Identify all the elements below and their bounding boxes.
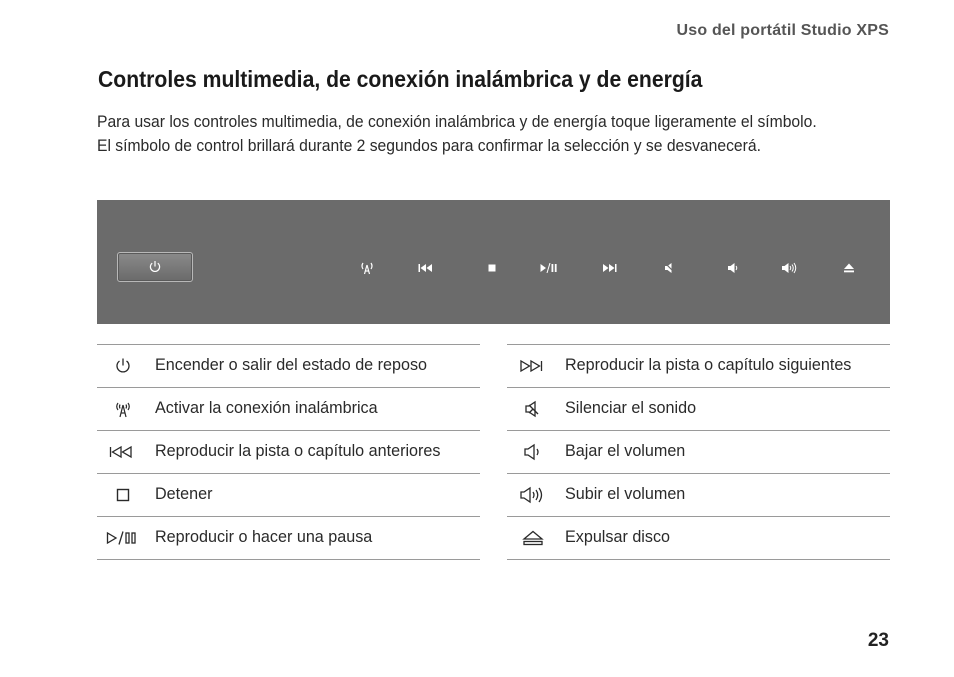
power-icon — [105, 355, 141, 377]
play-pause-button[interactable] — [539, 260, 559, 276]
page-number: 23 — [867, 630, 889, 651]
previous-track-button[interactable] — [416, 260, 436, 276]
next-track-button[interactable] — [599, 260, 619, 276]
eject-button[interactable] — [839, 260, 859, 276]
mute-icon — [515, 398, 551, 420]
legend-label: Detener — [155, 484, 213, 503]
legend-label: Subir el volumen — [565, 484, 686, 503]
legend-row — [97, 387, 480, 430]
power-icon — [148, 260, 162, 274]
volume-down-icon — [515, 441, 551, 463]
mute-button[interactable] — [659, 260, 679, 276]
next-track-icon — [515, 355, 551, 377]
media-control-panel — [97, 200, 890, 324]
intro-paragraph: Para usar los controles multimedia, de conexión inalámbrica y de energía toque ligeramente el símbolo. El símbolo de control brillará durante 2 segundos para confirmar la selección y se desvanecerá. — [97, 113, 817, 155]
legend-row — [507, 344, 890, 387]
running-header: Uso del portátil Studio XPS — [676, 22, 889, 39]
legend-label: Encender o salir del estado de reposo — [155, 355, 428, 374]
legend-row — [507, 516, 890, 560]
power-button[interactable] — [117, 252, 193, 282]
volume-up-button[interactable] — [779, 260, 799, 276]
play-pause-icon — [540, 263, 558, 273]
eject-icon — [515, 527, 551, 549]
next-track-icon — [601, 263, 617, 273]
stop-button[interactable] — [482, 260, 502, 276]
previous-track-icon — [105, 441, 141, 463]
legend-label: Bajar el volumen — [565, 441, 686, 460]
wireless-icon — [360, 261, 374, 275]
legend-label: Reproducir la pista o capítulo siguientes — [565, 355, 852, 374]
legend-row — [97, 516, 480, 560]
legend-left-column — [97, 344, 480, 560]
volume-down-icon — [727, 262, 739, 274]
volume-up-icon — [781, 262, 797, 274]
eject-icon — [843, 263, 855, 273]
volume-up-icon — [515, 484, 551, 506]
section-title: Controles multimedia, de conexión inalámbrica y de energía — [98, 66, 703, 92]
previous-track-icon — [418, 263, 434, 273]
legend-label: Activar la conexión inalámbrica — [155, 398, 378, 417]
mute-icon — [664, 262, 674, 274]
legend-row — [97, 430, 480, 473]
legend-label: Reproducir la pista o capítulo anteriores — [155, 441, 441, 460]
wireless-button[interactable] — [357, 260, 377, 276]
volume-down-button[interactable] — [723, 260, 743, 276]
legend-row — [507, 473, 890, 516]
legend-row — [507, 387, 890, 430]
legend-right-column — [507, 344, 890, 560]
stop-icon — [488, 264, 496, 272]
stop-icon — [105, 484, 141, 506]
legend-label: Silenciar el sonido — [565, 398, 697, 417]
wireless-icon — [105, 398, 141, 420]
legend-label: Expulsar disco — [565, 527, 671, 546]
legend-row — [97, 473, 480, 516]
legend-label: Reproducir o hacer una pausa — [155, 527, 373, 546]
legend-row — [97, 344, 480, 387]
play-pause-icon — [105, 527, 141, 549]
legend-row — [507, 430, 890, 473]
